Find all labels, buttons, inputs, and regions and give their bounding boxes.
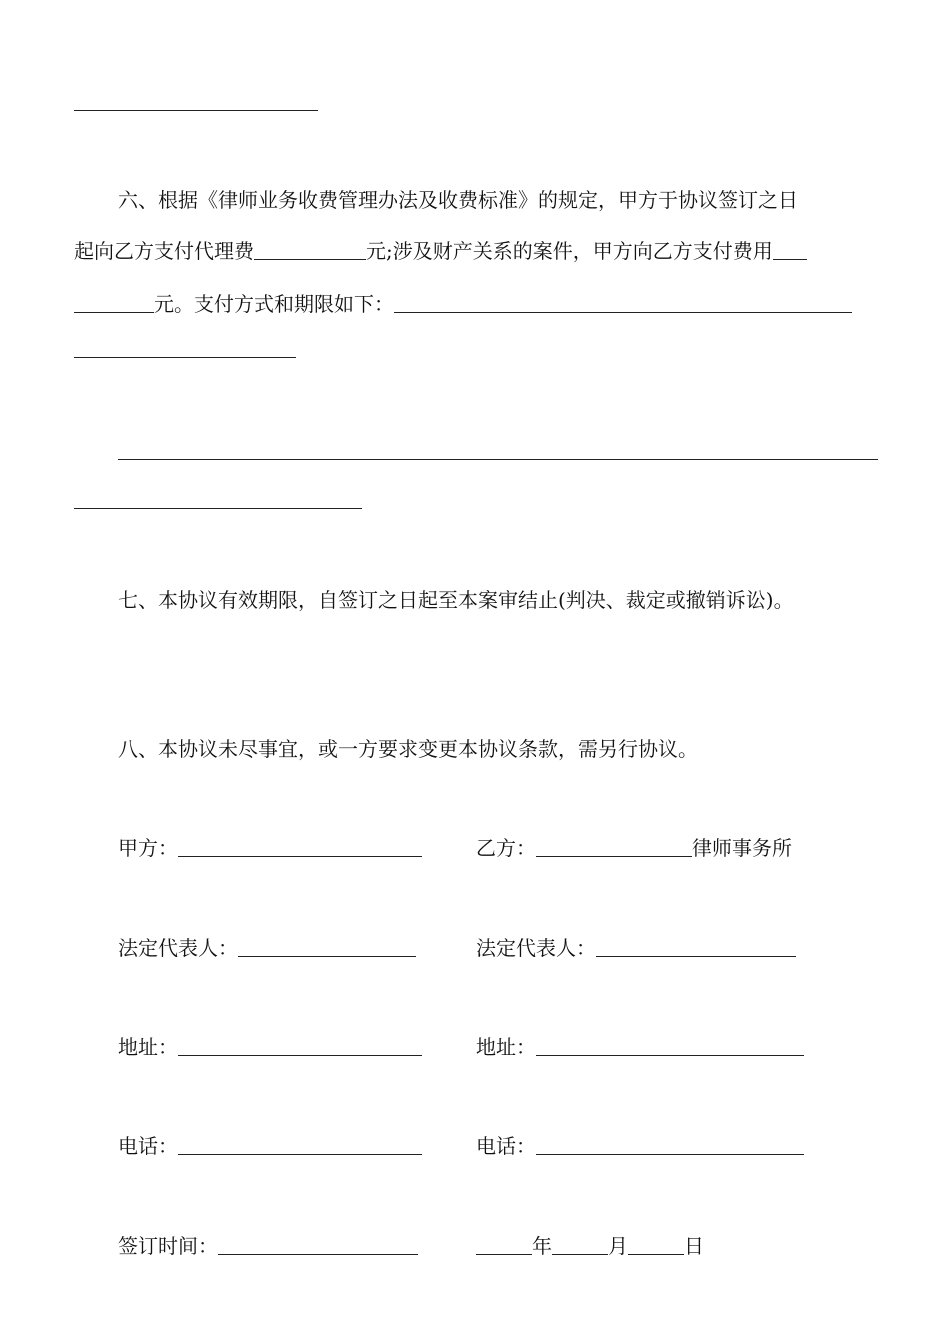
party-a-name-field[interactable]: [178, 836, 422, 857]
sign-date-row: [118, 1232, 418, 1260]
party-a-rep-row: [118, 934, 416, 962]
party-a-phone-label: 电话：: [118, 1134, 178, 1158]
blank-line-top: [74, 110, 318, 111]
day-field[interactable]: [628, 1234, 684, 1255]
party-b-label: 乙方：: [476, 836, 536, 860]
party-a-address-label: 地址：: [118, 1035, 178, 1059]
party-b-date-row: [476, 1232, 704, 1260]
party-b-rep-row: [476, 934, 796, 962]
year-label: 年: [532, 1234, 552, 1258]
payment-terms-blank[interactable]: [394, 292, 852, 313]
payment-terms-blank-3: [74, 508, 362, 509]
party-b-address-row: [476, 1033, 804, 1061]
party-b-row: [476, 834, 792, 862]
day-label: 日: [684, 1234, 704, 1258]
clause6-text-1: 六、根据《律师业务收费管理办法及收费标准》的规定，甲方于协议签订之日: [118, 188, 798, 212]
clause6-line1: [118, 186, 884, 214]
property-fee-blank-part1[interactable]: [773, 239, 807, 260]
party-a-rep-label: 法定代表人：: [118, 936, 238, 960]
clause6-text-2a: 起向乙方支付代理费: [74, 239, 254, 263]
clause6-line3: [74, 290, 884, 318]
month-label: 月: [608, 1234, 628, 1258]
party-a-phone-row: [118, 1132, 422, 1160]
clause6-line2: [74, 237, 884, 265]
sign-date-field[interactable]: [218, 1234, 418, 1255]
party-b-phone-field[interactable]: [536, 1134, 804, 1155]
clause6-text-2b: 元;涉及财产关系的案件，甲方向乙方支付费用: [366, 239, 773, 263]
party-b-rep-field[interactable]: [596, 936, 796, 957]
party-b-address-field[interactable]: [536, 1035, 804, 1056]
clause7: [118, 586, 908, 614]
party-b-rep-label: 法定代表人：: [476, 936, 596, 960]
party-a-phone-field[interactable]: [178, 1134, 422, 1155]
clause6-text-3a: 元。支付方式和期限如下：: [154, 292, 394, 316]
clause7-text: 七、本协议有效期限，自签订之日起至本案审结止(判决、裁定或撤销诉讼)。: [118, 588, 794, 612]
agency-fee-blank[interactable]: [254, 239, 366, 260]
party-a-row: [118, 834, 422, 862]
party-b-address-label: 地址：: [476, 1035, 536, 1059]
sign-date-label: 签订时间：: [118, 1234, 218, 1258]
month-field[interactable]: [552, 1234, 608, 1255]
year-field[interactable]: [476, 1234, 532, 1255]
party-b-phone-row: [476, 1132, 804, 1160]
clause8-text: 八、本协议未尽事宜，或一方要求变更本协议条款，需另行协议。: [118, 737, 698, 761]
party-a-label: 甲方：: [118, 836, 178, 860]
party-a-rep-field[interactable]: [238, 936, 416, 957]
payment-terms-blank-cont: [74, 357, 296, 358]
party-a-address-field[interactable]: [178, 1035, 422, 1056]
party-a-address-row: [118, 1033, 422, 1061]
payment-terms-blank-2: [118, 459, 878, 460]
party-b-suffix: 律师事务所: [692, 836, 792, 860]
property-fee-blank-part2[interactable]: [74, 292, 154, 313]
party-b-phone-label: 电话：: [476, 1134, 536, 1158]
clause8: [118, 735, 884, 763]
party-b-name-field[interactable]: [536, 836, 692, 857]
